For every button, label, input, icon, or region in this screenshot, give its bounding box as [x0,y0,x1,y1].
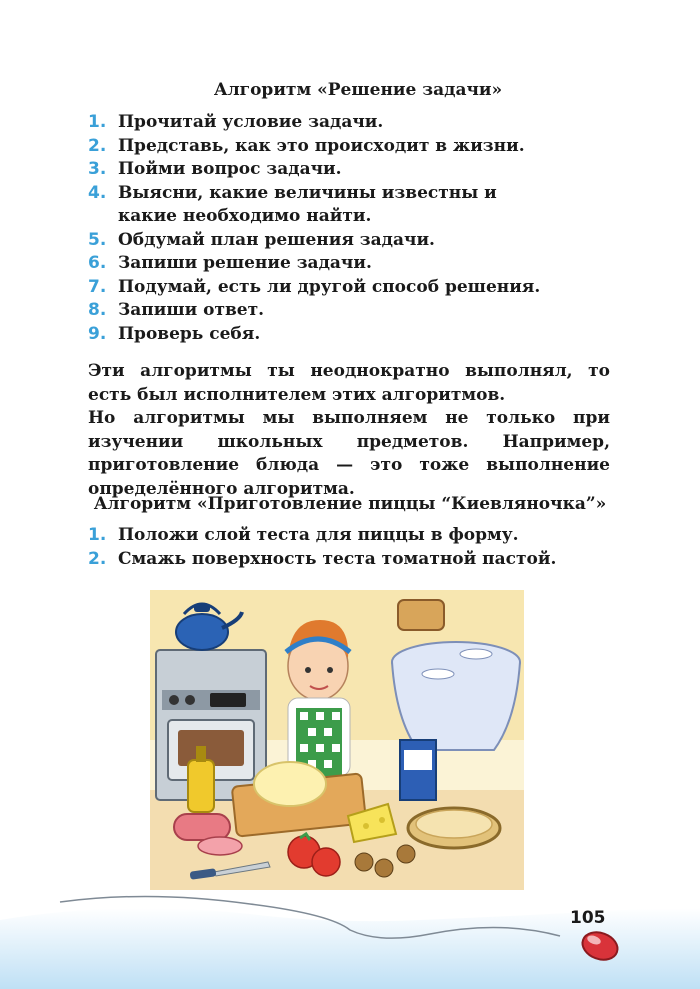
step-text: Обдумай план решения задачи. [118,229,435,250]
paragraph-algorithm-executor: Эти алгоритмы ты неоднократно выполнял, то есть был исполнителем этих алгоритмов. [88,361,610,405]
list-item [88,182,608,229]
algorithm-heading-pizza: Алгоритм «Приготовление пиццы “Киевляночка”» [93,494,607,514]
list-item [88,135,608,159]
paragraph-cooking-example: Но алгоритмы мы выполняем не только при изучении школьных предметов. Например, приготовление блюда — это тоже выполнение определённого алгоритма. [88,408,610,499]
list-item [88,229,608,253]
pizza-steps [88,524,608,571]
list-item [88,111,608,135]
problem-solving-steps [88,111,608,346]
step-number: 1. [88,112,107,132]
step-text: Пойми вопрос задачи. [118,159,342,179]
list-item [88,548,608,572]
computer-mouse-icon [578,924,622,964]
step-number: 2. [88,135,107,156]
step-text: Запиши решение задачи. [118,253,372,273]
step-number: 9. [88,323,107,344]
step-number: 6. [88,253,107,273]
step-number: 1. [88,525,107,545]
kitchen-illustration [150,590,524,890]
step-number: 4. [88,182,107,203]
step-text: Представь, как это происходит в жизни. [118,135,525,156]
algorithm-heading-problem-solving: Алгоритм «Решение задачи» [213,80,503,100]
step-number: 3. [88,159,107,179]
step-text: Запиши ответ. [118,300,265,320]
girl-cooking [286,620,350,776]
list-item [88,252,608,276]
step-number: 8. [88,300,107,320]
step-text: Подумай, есть ли другой способ решения. [118,276,541,297]
step-number: 7. [88,276,107,297]
list-item [88,158,608,182]
step-text: Прочитай условие задачи. [118,112,384,132]
step-text: Положи слой теста для пиццы в форму. [118,525,519,545]
step-text: Смажь поверхность теста томатной пастой. [118,548,557,569]
dining-table [392,642,520,750]
flour-box-icon [400,740,436,800]
list-item [88,299,608,323]
pizza-pan-icon [408,808,500,848]
page-number: 105 [570,908,606,928]
step-number: 2. [88,548,107,569]
list-item [88,524,608,548]
step-text: Проверь себя. [118,323,261,344]
list-item [88,323,608,347]
list-item [88,276,608,300]
step-number: 5. [88,229,107,250]
step-text: Выясни, какие величины известны и какие необходимо найти. [118,182,497,226]
